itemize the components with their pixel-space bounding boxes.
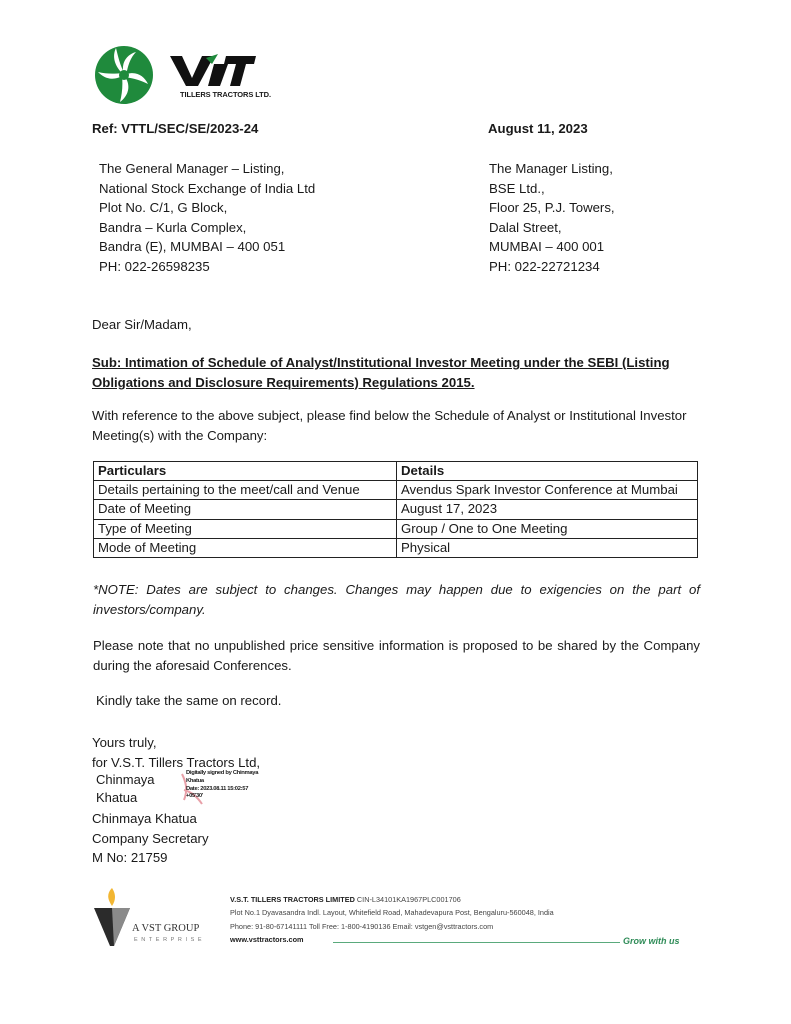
meeting-schedule-table [93, 461, 698, 558]
footer-company-info [230, 893, 554, 946]
signature-detail-line: Khatua [186, 777, 204, 784]
turbine-logo-icon [92, 44, 162, 106]
address-line: National Stock Exchange of India Ltd [99, 180, 316, 196]
subject-line: Sub: Intimation of Schedule of Analyst/Institutional Investor Meeting under the SEBI (Listing Obligations and Disclosure Requirements) Regulations 2015. [92, 355, 670, 390]
table-row [94, 481, 698, 500]
table-header-cell: Details [397, 462, 698, 481]
vst-wordmark-icon [168, 52, 258, 90]
digital-signature-details [186, 770, 281, 801]
upsi-paragraph: Please note that no unpublished price sensitive information is proposed to be shared by the Company during the aforesaid Conferences. [93, 638, 700, 673]
signature-name-line: Chinmaya [96, 772, 155, 787]
vst-group-logo [92, 886, 227, 948]
letter-date: August 11, 2023 [488, 121, 588, 136]
group-logo-line1: A VST GROUP [132, 923, 200, 934]
address-line: PH: 022-26598235 [99, 258, 210, 274]
table-cell: Details pertaining to the meet/call and Venue [94, 481, 397, 500]
table-cell: Avendus Spark Investor Conference at Mumbai [397, 481, 698, 500]
reference-number: Ref: VTTL/SEC/SE/2023-24 [92, 121, 259, 136]
torch-icon [92, 886, 132, 948]
table-row [94, 500, 698, 519]
footer-cin: CIN-L34101KA1967PLC001706 [356, 895, 461, 904]
signature-detail-line: Digitally signed by Chinmaya [186, 770, 259, 776]
greeting: Dear Sir/Madam, [92, 317, 192, 332]
group-logo-line2: ENTERPRISE [134, 937, 206, 943]
logo-subtitle: TILLERS TRACTORS LTD. [180, 90, 271, 99]
table-header-row [94, 462, 698, 481]
table-row [94, 538, 698, 557]
table-row [94, 519, 698, 538]
signer-name: Chinmaya Khatua [92, 811, 197, 826]
signer-block [92, 809, 209, 868]
company-logo [92, 44, 271, 104]
address-line: Dalal Street, [489, 219, 562, 235]
table-cell: Type of Meeting [94, 519, 397, 538]
closing-line: Yours truly, [92, 735, 157, 750]
closing [92, 733, 260, 772]
signature-name [96, 771, 155, 806]
footer-contact: Phone: 91-80-67141111 Toll Free: 1-800-4190136 Email: vstgen@vsttractors.com [230, 921, 494, 931]
table-cell: August 17, 2023 [397, 500, 698, 519]
table-cell: Group / One to One Meeting [397, 519, 698, 538]
table-cell: Date of Meeting [94, 500, 397, 519]
table-cell: Mode of Meeting [94, 538, 397, 557]
address-line: Plot No. C/1, G Block, [99, 200, 228, 216]
signer-title: Company Secretary [92, 830, 209, 846]
signature-name-line: Khatua [96, 789, 138, 805]
footer-tagline: Grow with us [623, 936, 680, 946]
footer-company-name: V.S.T. TILLERS TRACTORS LIMITED [230, 895, 355, 904]
address-line: BSE Ltd., [489, 180, 545, 196]
address-line: The Manager Listing, [489, 161, 613, 176]
signer-membership: M No: 21759 [92, 850, 168, 866]
footer-divider [333, 942, 620, 943]
address-line: Floor 25, P.J. Towers, [489, 200, 615, 216]
record-paragraph: Kindly take the same on record. [96, 693, 282, 708]
address-line: Bandra – Kurla Complex, [99, 219, 247, 235]
address-line: Bandra (E), MUMBAI – 400 051 [99, 239, 286, 255]
recipient-bse-address [489, 159, 615, 277]
recipient-nse-address [99, 159, 315, 277]
signature-detail-line: Date: 2023.08.11 15:02:57 [186, 785, 249, 792]
intro-paragraph: With reference to the above subject, please find below the Schedule of Analyst or Institutional Investor Meeting(s) with the Company: [92, 408, 687, 443]
footer-website[interactable]: www.vsttractors.com [230, 934, 304, 944]
table-header-cell: Particulars [94, 462, 397, 481]
address-line: MUMBAI – 400 001 [489, 239, 605, 255]
closing-line: for V.S.T. Tillers Tractors Ltd, [92, 754, 261, 770]
address-line: PH: 022-22721234 [489, 258, 600, 274]
footer-address: Plot No.1 Dyavasandra Indl. Layout, Whitefield Road, Mahadevapura Post, Bengaluru-560048, India [230, 908, 554, 918]
note-paragraph: *NOTE: Dates are subject to changes. Changes may happen due to exigencies on the part of investors/company. [93, 582, 700, 617]
signature-detail-line: +05'30' [186, 793, 203, 800]
address-line: The General Manager – Listing, [99, 161, 285, 176]
table-cell: Physical [397, 538, 698, 557]
